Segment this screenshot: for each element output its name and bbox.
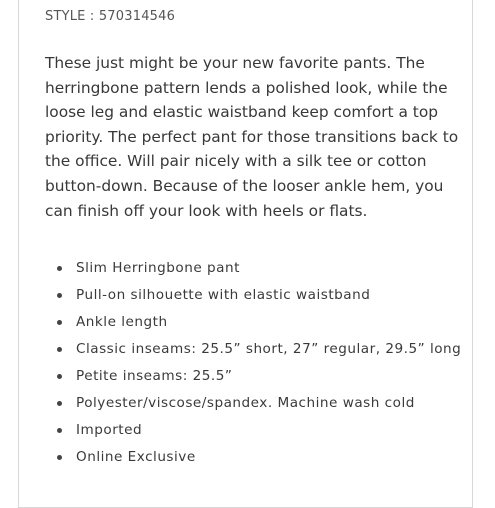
list-item — [45, 420, 465, 440]
list-item — [45, 258, 465, 278]
product-description: These just might be your new favorite pants. The herringbone pattern lends a polished look, while the loose leg and elastic waistband keep comfort a top priority. The perfect pant for those transitions back to the office. Will pair nicely with a silk tee or cotton button-down. Because of the looser ankle hem, you can finish off your look with heels or flats. — [45, 54, 459, 220]
feature-text: Petite inseams: 25.5” — [76, 368, 233, 384]
list-item — [45, 285, 465, 305]
feature-text: Imported — [76, 422, 143, 438]
feature-list — [45, 258, 465, 474]
bullet-icon — [57, 320, 62, 325]
bullet-icon — [57, 401, 62, 406]
feature-text: Polyester/viscose/spandex. Machine wash cold — [76, 395, 415, 411]
list-item — [45, 366, 465, 386]
bullet-icon — [57, 347, 62, 352]
bullet-icon — [57, 293, 62, 298]
bullet-icon — [57, 374, 62, 379]
list-item — [45, 312, 465, 332]
bullet-icon — [57, 428, 62, 433]
feature-text: Classic inseams: 25.5” short, 27” regular, 29.5” long — [76, 341, 462, 357]
feature-text: Ankle length — [76, 314, 168, 330]
feature-text: Slim Herringbone pant — [76, 260, 240, 276]
bullet-icon — [57, 455, 62, 460]
feature-text: Online Exclusive — [76, 449, 196, 465]
list-item — [45, 447, 465, 467]
style-number: STYLE : 570314546 — [45, 9, 176, 24]
bullet-icon — [57, 266, 62, 271]
list-item — [45, 339, 465, 359]
feature-text: Pull-on silhouette with elastic waistband — [76, 287, 371, 303]
list-item — [45, 393, 465, 413]
